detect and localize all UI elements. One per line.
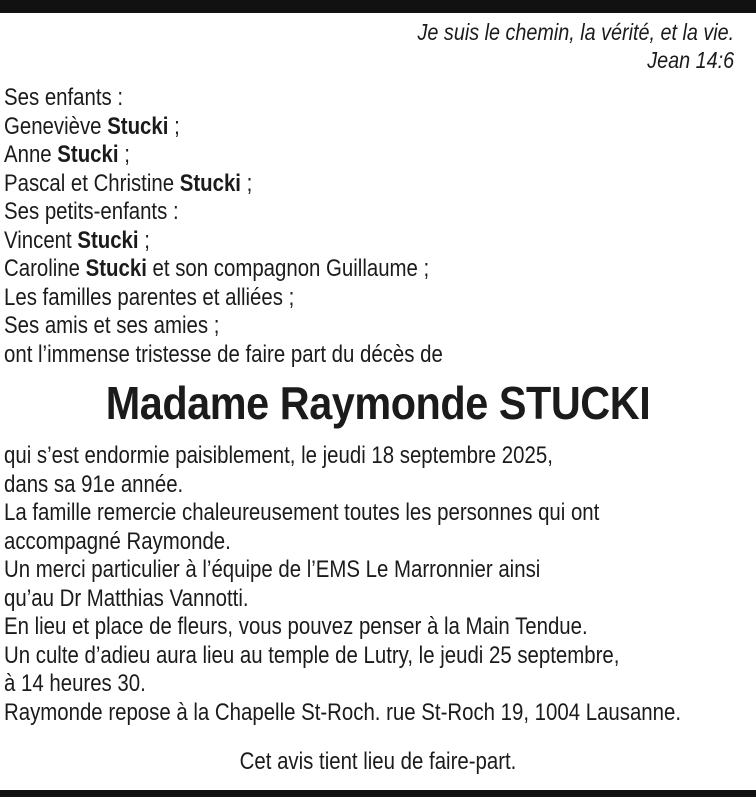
text-segment: et son compagnon Guillaume ; xyxy=(146,255,430,282)
family-line xyxy=(4,255,443,284)
text-segment: ; xyxy=(138,226,150,254)
text-segment: Caroline xyxy=(4,255,86,282)
text-segment: Ses enfants : xyxy=(4,84,124,111)
family-line xyxy=(4,170,443,199)
family-line xyxy=(4,341,443,370)
text-segment: Pascal et Christine xyxy=(4,169,180,197)
surname-bold: Stucki xyxy=(77,226,139,254)
scripture-quote-text: Je suis le chemin, la vérité, et la vie. xyxy=(417,19,734,45)
text-segment: Ses amis et ses amies ; xyxy=(4,312,220,339)
notice-line: à 14 heures 30. xyxy=(4,670,146,697)
family-line xyxy=(4,198,443,227)
notice-text xyxy=(4,442,681,727)
text-segment: ; xyxy=(240,169,253,197)
notice-line: accompagné Raymonde. xyxy=(4,527,231,555)
family-line xyxy=(4,312,443,341)
family-line xyxy=(4,113,443,142)
text-segment: ; xyxy=(118,141,130,168)
surname-bold: Stucki xyxy=(107,112,169,140)
family-line xyxy=(4,284,443,313)
text-segment: Ses petits-enfants : xyxy=(4,198,179,225)
scripture-reference: Jean 14:6 xyxy=(647,47,734,73)
text-segment: Anne xyxy=(4,141,58,168)
notice-line: Un culte d’adieu aura lieu au temple de Lutry, le jeudi 25 septembre, xyxy=(4,641,620,669)
notice-line: dans sa 91e année. xyxy=(4,470,184,498)
text-segment: Vincent xyxy=(4,226,78,254)
notice-line: En lieu et place de fleurs, vous pouvez penser à la Main Tendue. xyxy=(4,613,588,640)
top-border-bar xyxy=(0,0,756,13)
notice-line: qui s’est endormie paisiblement, le jeudi 18 septembre 2025, xyxy=(4,442,553,469)
bottom-border-bar xyxy=(0,790,756,797)
surname-bold: Stucki xyxy=(85,255,147,282)
text-segment: Les familles parentes et alliées ; xyxy=(4,283,295,311)
family-line xyxy=(4,84,443,113)
deceased-name-title: Madame Raymonde STUCKI xyxy=(105,377,651,429)
family-list xyxy=(4,84,443,369)
family-line xyxy=(4,227,443,256)
notice-line: qu’au Dr Matthias Vannotti. xyxy=(4,584,249,612)
notice-line: La famille remercie chaleureusement toutes les personnes qui ont xyxy=(4,499,600,526)
faire-part-footer: Cet avis tient lieu de faire-part. xyxy=(239,748,517,775)
scripture-quote xyxy=(417,18,734,74)
surname-bold: Stucki xyxy=(179,169,241,197)
text-segment: ; xyxy=(168,112,180,140)
family-line xyxy=(4,141,443,170)
text-segment: ont l’immense tristesse de faire part du décès de xyxy=(4,340,443,368)
text-segment: Geneviève xyxy=(4,112,108,140)
surname-bold: Stucki xyxy=(57,141,119,168)
notice-line: Un merci particulier à l’équipe de l’EMS Le Marronnier ainsi xyxy=(4,556,541,583)
notice-line: Raymonde repose à la Chapelle St-Roch. rue St-Roch 19, 1004 Lausanne. xyxy=(4,698,682,726)
